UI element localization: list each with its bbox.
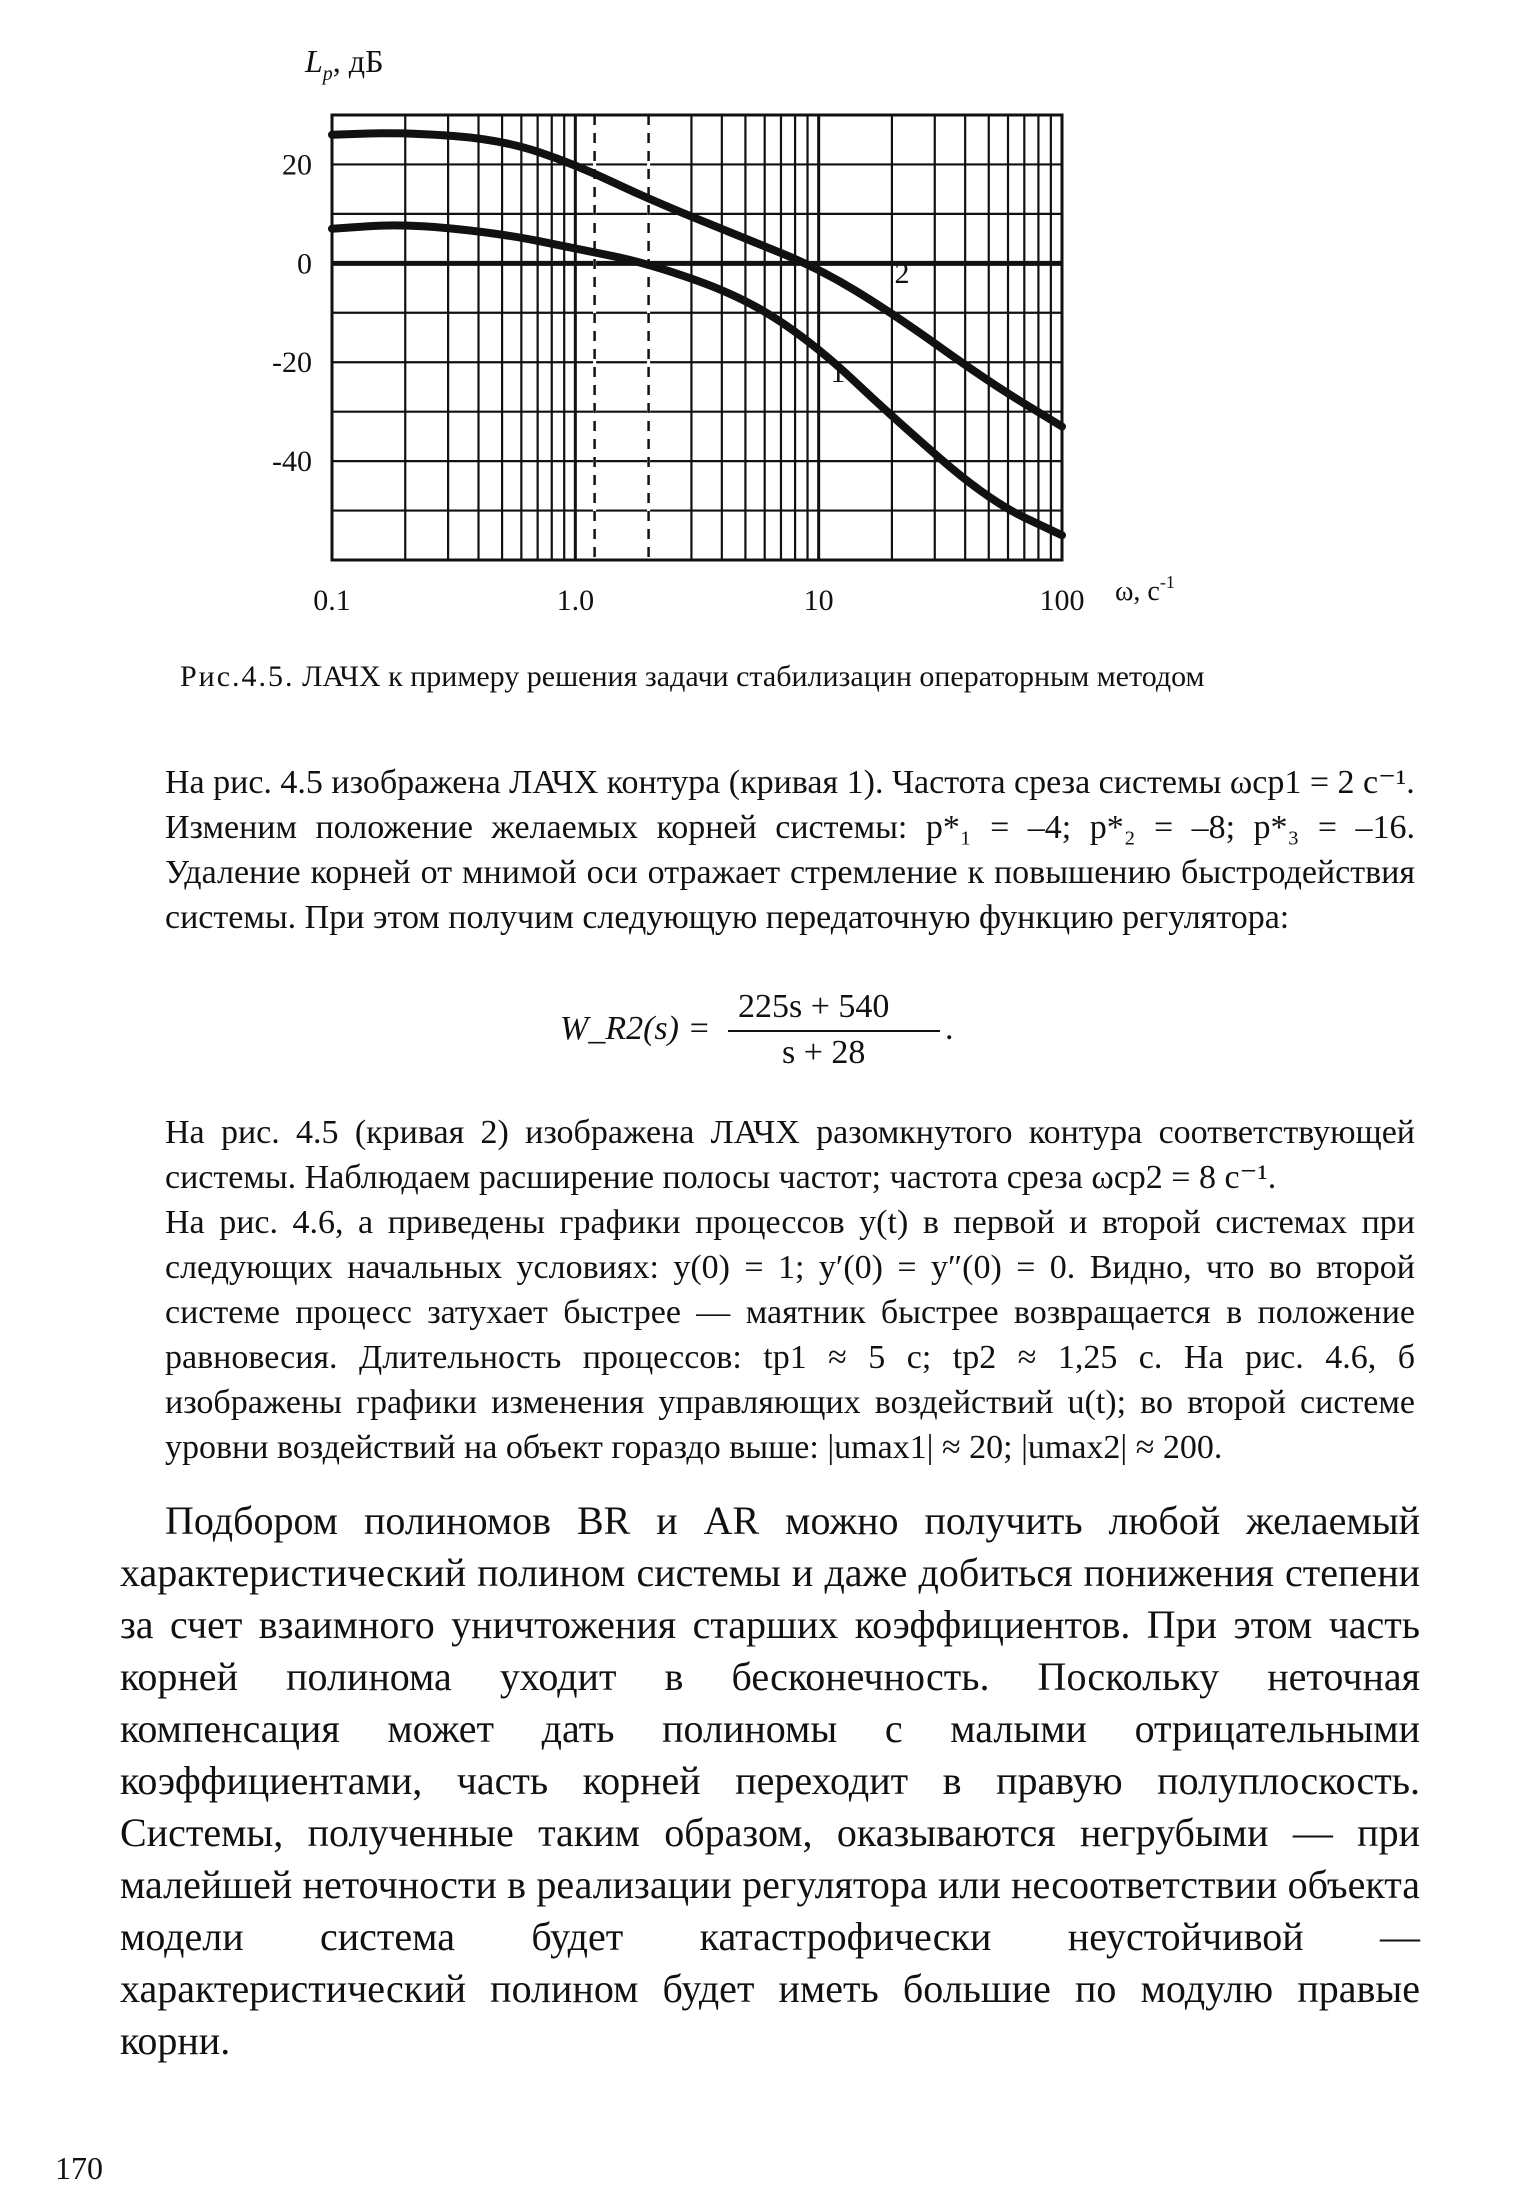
page-number: 170 [55,2150,103,2186]
paragraph-5: Подбором полиномов BR и AR можно получить любой желаемый характеристический полином системы и даже добиться понижения степени за счет взаимного уничтожения старших коэффициентов. При этом часть корней полинома уходит в бесконечность. Поскольку неточная компенсация может дать полиномы с малыми отрицательными коэффициентами, часть корней переходит в правую полуплоскость. Системы, полученные таким образом, оказываются негрубыми — при малейшей неточности в реализации регулятора или несоответствии объекта модели система будет катастрофически неустойчивой — характеристический полином будет иметь большие по модулю правые корни. [120,1498,1420,2063]
curve-label-1: 1 [830,356,846,389]
chart-axes [332,115,1062,560]
curve-label-2: 2 [894,257,910,291]
figure-caption [180,660,1360,694]
paragraph-3: На рис. 4.5 (кривая 2) изображена ЛАЧХ разомкнутого контура соответствующей системы. Наблюдаем расширение полосы частот; частота среза ωср2 = 8 с⁻¹. [165,1114,1415,1196]
paragraph-2: Изменим положение желаемых корней системы: p*₁ = –4; p*₂ = –8; p*₃ = –16. Удаление корней от мнимой оси отражает стремление к повышению быстродействия системы. При этом получим следующую передаточную функцию регулятора: [165,809,1415,936]
x-tick-label: 0.1 [313,584,351,617]
curve-1 [332,225,1062,535]
paragraph-4: На рис. 4.6, а приведены графики процессов y(t) в первой и второй системах при следующих начальных условиях: y(0) = 1; y′(0) = y″(0) = 0. Видно, что во второй системе процесс затухает быстрее — маятник быстрее возвращается в положение равновесия. Длительность процессов: tр1 ≈ 5 с; tр2 ≈ 1,25 с. На рис. 4.6, б изображены графики изменения управляющих воздействий u(t); во второй системе уровни воздействий на объект гораздо выше: |umax1| ≈ 20; |umax2| ≈ 200. [165,1204,1415,1466]
paragraph-5-block [120,1495,1420,2067]
y-axis-label: $L_p$, дБ [305,43,384,85]
x-tick-label: 10 [803,584,834,617]
chart-grid [332,115,1062,560]
lachh-chart [0,0,1516,640]
y-tick-label: -40 [272,445,312,479]
formula-end: . [945,1010,954,1047]
fraction-bar [728,1030,940,1032]
paragraph-1: На рис. 4.5 изображена ЛАЧХ контура (кривая 1). Частота среза системы ωср1 = 2 с⁻¹. [165,764,1415,801]
y-tick-label: 20 [282,148,312,182]
x-axis-label: ω, $с^{-1}$ [1115,572,1175,607]
chart-curves [332,133,1062,535]
y-tick-label: -20 [272,346,312,380]
formula-denominator: s + 28 [782,1034,866,1071]
plot-frame [332,115,1062,560]
x-tick-label: 100 [1039,584,1085,617]
formula-wr2 [560,980,980,1090]
caption-text: ЛАЧХ к примеру решения задачи стабилизацин операторным методом [302,660,1205,693]
y-tick-label: 0 [297,247,312,281]
paragraph-1-2 [165,760,1415,940]
formula-numerator: 225s + 540 [738,988,890,1025]
formula-lhs: W_R2(s) = [560,1010,711,1047]
chart-tick-labels [272,148,1085,617]
x-tick-label: 1.0 [556,584,595,617]
caption-label: Рис.4.5. [180,660,295,693]
paragraph-3-4 [165,1110,1415,1470]
